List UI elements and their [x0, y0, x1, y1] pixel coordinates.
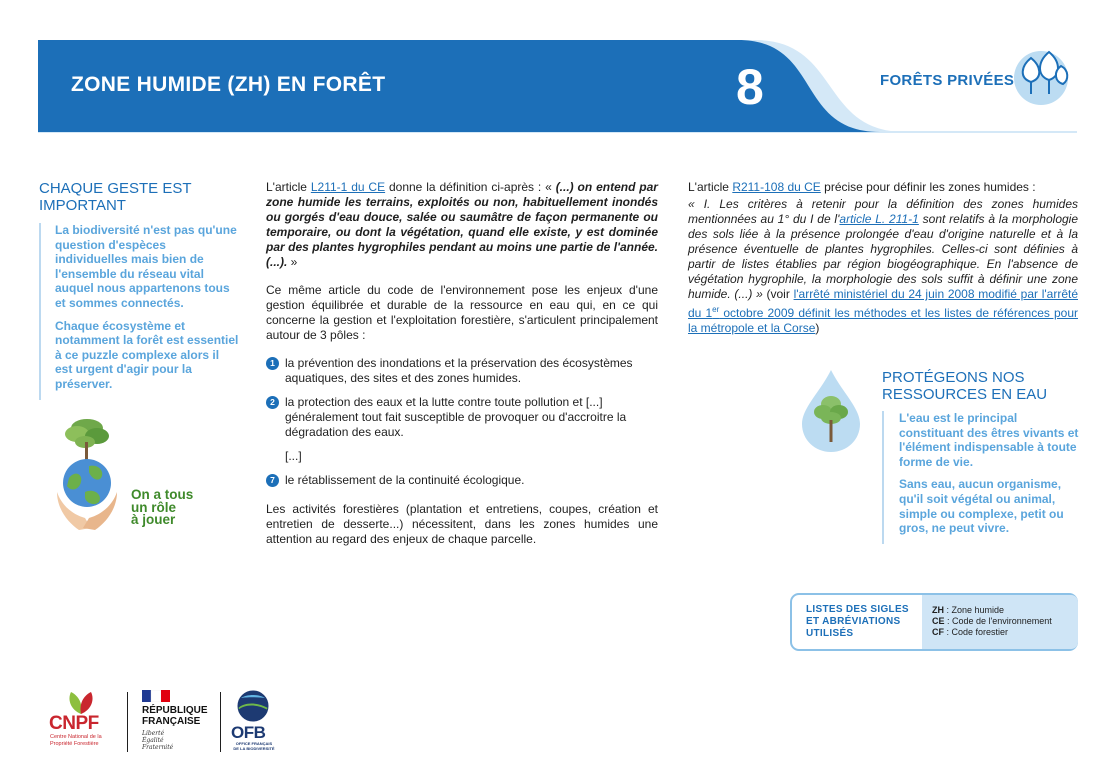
- pole-number: 7: [266, 474, 279, 487]
- definition-column: [266, 180, 658, 560]
- biodiversity-heading: CHAQUE GESTE EST IMPORTANT: [39, 180, 192, 214]
- role-line: à jouer: [131, 512, 176, 527]
- quote-paragraph: Chaque écosystème et notamment la forêt est essentiel à ce puzzle complexe alors il est urgent d'agir pour la préserver.: [55, 318, 239, 391]
- water-quote: [882, 411, 1082, 544]
- abbr-code: CE: [932, 616, 945, 626]
- sheet-number: 8: [736, 59, 764, 115]
- text: ): [815, 321, 820, 335]
- definition-paragraph: [266, 180, 658, 270]
- quote-paragraph: La biodiversité n'est pas qu'une question d'espèces individuelles mais bien de l'ensemble du réseau vital auquel nous appartenons tous et sommes connectés.: [55, 223, 237, 310]
- text: octobre 2009 définit les méthodes et les listes de références pour la métropole et la Corse: [688, 306, 1079, 335]
- text: RÉPUBLIQUE: [142, 705, 208, 716]
- definition-text: (...) on entend par zone humide les terrains, exploités ou non, habituellement inondés ou gorgés d'eau douce, salée ou saumâtre de façon permanente ou temporaire, ou dont la végétation, quand elle existe, y est dominée par des plantes hygrophiles pendant au moins une partie de l'année. (...).: [266, 180, 658, 269]
- text: précise pour définir les zones humides :: [820, 180, 1036, 194]
- text: Liberté: [142, 730, 165, 737]
- criteria-intro: [688, 180, 1078, 195]
- pole-text: la protection des eaux et la lutte contre toute pollution et [...] généralement tout fait susceptible de provoquer ou d'accroitre la dégradation des eaux.: [285, 395, 627, 439]
- pole-number: 2: [266, 396, 279, 409]
- divider: [127, 692, 128, 752]
- quote-paragraph: Sans eau, aucun organisme, qu'il soit végétal ou animal, simple ou complexe, petit ou gros, ne peut vivre.: [899, 477, 1064, 536]
- abbr-label: : Code forestier: [944, 627, 1009, 637]
- cnpf-name: CNPF: [49, 713, 99, 734]
- abbreviations-box: [790, 593, 1078, 651]
- page-title: ZONE HUMIDE (ZH) EN FORÊT: [71, 73, 386, 96]
- text: L'article: [266, 180, 311, 194]
- text: sont relatifs à la morphologie des sols liée à la présence prolongée d'eau d'origine naturelle et à la présence éventuelle de plantes hygrophiles. Celles-ci sont définies à partir de listes établies par région biogéographique. En l'absence de végétation hygrophile, la morphologie des sols suffit à définir une zone humide. (...) »: [688, 212, 1079, 301]
- pole-text: le rétablissement de la continuité écologique.: [285, 473, 525, 487]
- pole-text: la prévention des inondations et la préservation des écosystèmes aquatiques, des sites et des zones humides.: [285, 356, 633, 385]
- abbr-code: ZH: [932, 605, 944, 615]
- pole-item: [266, 395, 658, 440]
- text: (voir: [762, 287, 794, 301]
- text: Fraternité: [142, 744, 174, 751]
- cnpf-logo: [47, 690, 119, 752]
- criteria-quote: [688, 197, 1078, 336]
- rf-name: [142, 705, 208, 727]
- link-l211-1[interactable]: L211-1 du CE: [310, 180, 386, 194]
- abbr-label: : Zone humide: [944, 605, 1005, 615]
- header-shape: [0, 0, 1109, 140]
- ellipsis: [...]: [285, 449, 302, 463]
- text: l'arrêté ministériel du 24 juin 2008 modifié par l'arrêté du 1: [688, 287, 1079, 320]
- water-drop-icon: [798, 368, 864, 454]
- abbreviation-item: [932, 605, 1052, 616]
- pole-item: [266, 473, 658, 488]
- rf-motto: [142, 730, 173, 751]
- divider: [220, 692, 221, 752]
- marianne-flag-icon: [142, 690, 170, 702]
- quote-paragraph: L'eau est le principal constituant des êtres vivants et l'élément indispensable à toute forme de vie.: [899, 411, 1079, 469]
- abbreviation-item: [932, 627, 1052, 638]
- ofb-subtitle: OFFICE FRANÇAIS DE LA BIODIVERSITÉ: [233, 741, 275, 751]
- pole-item: [266, 356, 658, 386]
- text: er: [712, 305, 720, 314]
- republique-francaise-logo: [140, 690, 220, 754]
- role-slogan: [131, 489, 241, 527]
- header-band: [0, 0, 1109, 140]
- abbreviations-title: LISTES DES SIGLES ET ABRÉVIATIONS UTILISÉS: [806, 604, 909, 639]
- ofb-name: OFB: [231, 723, 266, 742]
- trees-icon: [1009, 44, 1073, 108]
- role-line: On a tous: [131, 487, 194, 502]
- ofb-logo: [230, 690, 275, 754]
- criteria-column: [688, 180, 1078, 338]
- pole-number: 1: [266, 357, 279, 370]
- abbr-label: : Code de l'environnement: [944, 616, 1052, 626]
- abbreviation-item: [932, 616, 1052, 627]
- link-r211-108[interactable]: R211-108 du CE: [732, 180, 821, 194]
- text: »: [287, 255, 298, 269]
- water-heading: PROTÉGEONS NOS RESSOURCES EN EAU: [882, 369, 1048, 403]
- abbreviations-list: [932, 605, 1052, 638]
- ofb-globe-icon: [237, 690, 269, 722]
- text: FRANÇAISE: [142, 716, 201, 727]
- link-article-l211-1[interactable]: article L. 211-1: [839, 212, 919, 226]
- globe-hands-illustration: [55, 408, 135, 532]
- text: donne la définition ci-après : «: [385, 180, 556, 194]
- stakes-paragraph: Ce même article du code de l'environnement pose les enjeux d'une gestion équilibrée et durable de la ressource en eau qui, en ce qui concerne la gestion et l'exploitation forestière, s'articulent principalement autour de 3 pôles :: [266, 283, 658, 342]
- text: L'article: [688, 180, 733, 194]
- biodiversity-quote: [39, 223, 239, 400]
- cnpf-subtitle: Centre National de la Propriété Forestière: [50, 734, 102, 747]
- activities-paragraph: Les activités forestières (plantation et entretiens, coupes, création et entretien de desserte...) nécessitent, dans les zones humides une attention au regard des enjeux de chaque parcelle.: [266, 502, 658, 546]
- section-tag: FORÊTS PRIVÉES: [880, 72, 1015, 89]
- role-line: un rôle: [131, 499, 177, 515]
- text: Égalité: [142, 737, 164, 744]
- abbr-code: CF: [932, 627, 944, 637]
- text: « I. Les critères à retenir pour la définition des zones humides mentionnées au 1° du I de l': [688, 197, 1078, 226]
